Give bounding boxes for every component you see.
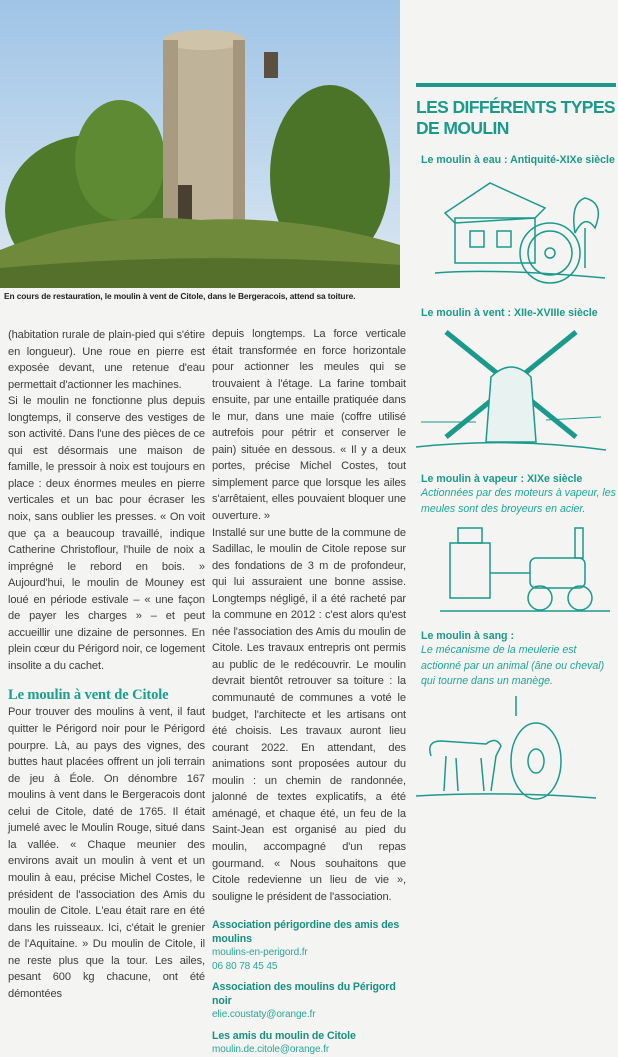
contact-name: Association périgordine des amis des moulins (212, 919, 400, 945)
mill-type-wind (416, 306, 616, 320)
title-line: LES DIFFÉRENTS TYPES (416, 97, 615, 117)
sidebar (416, 83, 616, 806)
windmill-illustration (416, 322, 606, 462)
water-mill-illustration (435, 173, 605, 288)
paragraph: (habitation rurale de plain-pied qui s'étire en longueur). Une roue en pierre est exposée devant, une retenue d'eau permettait d'actionner les machines. (8, 329, 205, 391)
paragraph: Installé sur une butte de la commune de Sadillac, le moulin de Citole repose sur des fondations de 3 m de profondeur, qui lui assuraient une bonne assise. Longtemps négligé, il a été racheté par la commune en 2012 : c'est alors qu'est née l'association des Amis du moulin de Citole. Les travaux entrepris ont permis au public de le redécouvrir. Le moulin devrait bientôt retrouver sa toiture : la communauté de communes a voté le budget, l'architecte et les artisans ont été choisis. Les travaux auront lieu courant 2022. En attendant, des animations sont proposées autour du moulin : un chemin de randonnée, jalonné de textes explicatifs, a été aménagé, et chaque été, un feu de la Saint-Jean est organisé au pied du moulin, accompagné d'un repas gourmand. « Nous souhaitons que Citole redevienne un lieu de vie », souligne le président de l'association. (212, 526, 406, 903)
mill-type-title: Le moulin à sang : (421, 630, 515, 642)
horse-mill-illustration (416, 696, 596, 806)
article-column-2 (212, 326, 406, 1057)
contact-website[interactable]: moulins-en-perigord.fr (212, 947, 308, 959)
title-line: DE MOULIN (416, 118, 509, 138)
contact-name: Les amis du moulin de Citole (212, 1029, 356, 1042)
paragraph: Pour trouver des moulins à vent, il faut quitter le Périgord noir pour le Périgord pourpre. Là, au pays des vignes, des buttes haut placées offrent un joli terrain de jeu à Éole. On dénombre 167 moulins à vent dans le Bergeracois dont celui de Citole, daté de 1765. Il était jumelé avec le Moulin Rouge, situé dans la vallée. « Chaque meunier des environs avait un moulin à vent et un moulin à eau, précise Michel Costes, le président de l'association des Amis du moulin de Citole. L'eau était rare en été dans les ruisseaux. Ici, c'était le grenier de l'Aquitaine. » Du moulin de Citole, il ne reste plus que la tour. Les ailes, pesant 600 kg chacune, ont été démontées (8, 706, 205, 1000)
contact-block (212, 919, 406, 973)
steam-mill-illustration (440, 523, 610, 615)
sidebar-title (416, 97, 616, 139)
windmill-photo (0, 0, 400, 288)
mill-type-title: Le moulin à vapeur : XIXe siècle (421, 473, 583, 485)
mill-type-title: Le moulin à eau : Antiquité-XIXe siècle (421, 154, 615, 166)
contact-block (212, 1030, 406, 1057)
contact-email[interactable]: moulin.de.citole@orange.fr (212, 1044, 330, 1056)
divider (416, 83, 616, 87)
mill-type-steam (416, 472, 616, 517)
contact-phone: 06 80 78 45 45 (212, 960, 278, 972)
mill-type-title: Le moulin à vent : XIIe-XVIIIe siècle (421, 307, 598, 319)
paragraph: Si le moulin ne fonctionne plus depuis longtemps, il conserve des vestiges de son activité. Dans l'une des pièces de ce qui est désormais une maison de famille, le pressoir à noix est toujours en place : deux énormes meules en pierre verticales et un bac pour écraser les noix, sans oublier les presses. « On voit que ça a beaucoup travaillé, indique Catherine Christoflour, l'huile de noix a imprégné le rebord en bois. » Aujourd'hui, le moulin de Mouney est loué en période estivale – « une façon de payer les charges » – et peut accueillir une dizaine de personnes. En plein cœur du Périgord noir, ce logement insolite a du cachet. (8, 395, 205, 672)
mill-type-description: Le mécanisme de la meulerie est actionné par un animal (âne ou cheval) qui tourne dans un manège. (421, 644, 605, 687)
mill-type-horse (416, 629, 616, 690)
mill-type-description: Actionnées par des moteurs à vapeur, les meules sont des broyeurs en acier. (421, 487, 616, 515)
photo-caption: En cours de restauration, le moulin à vent de Citole, dans le Bergeracois, attend sa toiture. (4, 291, 356, 301)
mill-type-water (416, 153, 616, 167)
contact-email[interactable]: elie.coustaty@orange.fr (212, 1009, 316, 1021)
contact-block (212, 981, 406, 1022)
article-column-1 (8, 327, 205, 1002)
paragraph: depuis longtemps. La force verticale était transformée en force horizontale pour actionner les meules qui se trouvaient à l'étage. La farine tombait ensuite, par une entaille pratiquée dans le mur, dans une maie (coffre utilisé autrefois pour pétrir et conserver le pain) située en dessous. « Il y a deux portes, précise Michel Costes, tout simplement parce que lorsque les ailes s'arrêtaient, elles pouvaient bloquer une ouverture. » (212, 328, 406, 523)
section-heading: Le moulin à vent de Citole (8, 687, 169, 704)
contact-name: Association des moulins du Périgord noir (212, 981, 396, 1007)
